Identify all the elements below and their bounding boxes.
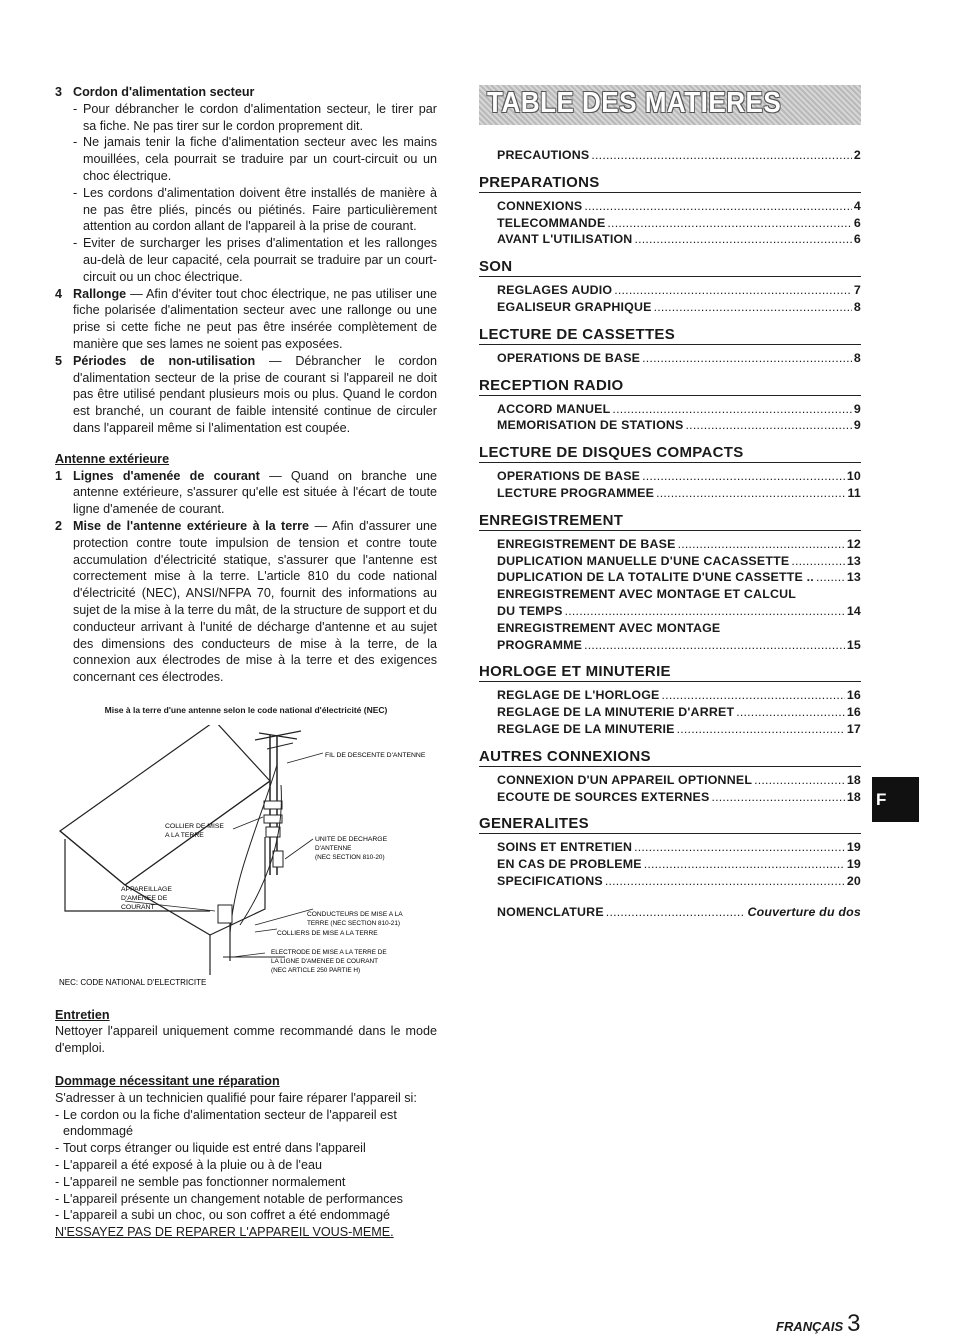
list-item: - Ne jamais tenir la fiche d'alimentation secteur avec les mains mouillées, cela pourrait se traduire par un court-circuit ou un choc électrique. (73, 135, 437, 183)
label-ground-conductors-2: TERRE (NEC SECTION 810-21) (307, 919, 401, 927)
label-ground-clamp: COLLIER DE MISE (165, 822, 224, 830)
toc-row: OPERATIONS DE BASE ..... 8 (497, 350, 861, 367)
item-number: 1 (55, 468, 63, 483)
toc-row: EN CAS DE PROBLEME ..... 19 (497, 856, 861, 873)
label-ground-clamp-2: A LA TERRE (165, 831, 204, 839)
toc-row: REGLAGE DE LA MINUTERIE D'ARRET ..... 16 (497, 704, 861, 721)
toc-row: ENREGISTREMENT AVEC MONTAGE (497, 620, 721, 635)
toc-row: ENREGISTREMENT DE BASE ..... 12 (497, 536, 861, 553)
item-text: — Débrancher le cordon d'alimentation secteur de la prise de courant si l'appareil ne doit pas être utilisé pendant plusieurs mois ou plus. Quand le cordon est branché, un courant de faible intensité continue de circuler dans l'appareil même si l'alimentation est coupée. (73, 353, 437, 435)
toc-row: DU TEMPS ..... 14 (497, 603, 861, 620)
antenne-item-2 (55, 518, 437, 686)
toc-section-heading: PREPARATIONS (479, 174, 861, 193)
toc-section-heading: GENERALITES (479, 815, 861, 834)
footer-language: FRANÇAIS (776, 1319, 844, 1334)
dommage-intro: S'adresser à un technicien qualifié pour faire réparer l'appareil si: (55, 1090, 417, 1105)
toc-sections (479, 174, 861, 890)
figure-caption: Mise à la terre d'une antenne selon le code national d'électricité (NEC) (104, 704, 388, 715)
item-text: — Afin d'assurer une protection contre toute impulsion de tension et contre toute accumulation d'électricité statique, s'assurer que l'antenne est correctement mise à la terre. L'article 810 du code national d'électricité (NEC), ANSI/NFPA 70, fournit des informations au sujet de la mise à la terre du mât, de la structure de support et du conducteur arrivant à l'unité de décharge d'antenne et au sujet des dimensions des conducteurs de mise à la terre, de la connexion aux électrodes de mise à la terre et des exigences concernant ces électrodes. (73, 518, 438, 685)
list-item: - L'appareil ne semble pas fonctionner normalement (55, 1174, 346, 1189)
dommage-heading: Dommage nécessitant une réparation (55, 1074, 280, 1089)
toc-row: CONNEXION D'UN APPAREIL OPTIONNEL ..... 18 (497, 772, 861, 789)
toc-row: CONNEXIONS ..... 4 (497, 198, 861, 215)
toc-section-heading: LECTURE DE DISQUES COMPACTS (479, 444, 861, 463)
item-4 (55, 286, 437, 353)
toc-section-heading: ENREGISTREMENT (479, 512, 861, 531)
list-item: - Eviter de surcharger les prises d'alimentation et les rallonges au-delà de leur capacité, cela pourrait se traduire par un court-circuit ou un choc électrique. (73, 236, 437, 284)
item-number: 2 (55, 518, 63, 533)
label-service-equipment-3: COURANT (121, 903, 155, 911)
item-text: — Quand on branche une antenne extérieure, s'assurer qu'elle est située à l'écart de toute ligne d'amenée de courant. (73, 468, 437, 517)
item-number: 5 (55, 353, 63, 368)
toc-section-heading: HORLOGE ET MINUTERIE (479, 663, 861, 682)
toc-row: ACCORD MANUEL ..... 9 (497, 401, 861, 418)
list-item: - Pour débrancher le cordon d'alimentation secteur, le tirer par sa fiche. Ne pas tirer sur le cordon proprement dit. (73, 101, 437, 133)
label-service-equipment-2: D'AMENEE DE (121, 894, 168, 902)
list-item: - L'appareil présente un changement notable de performances (55, 1191, 403, 1206)
toc-row: OPERATIONS DE BASE ..... 10 (497, 468, 861, 485)
toc-section-heading: AUTRES CONNEXIONS (479, 748, 861, 767)
list-item: - L'appareil a été exposé à la pluie ou à de l'eau (55, 1158, 322, 1173)
roof-shape (60, 725, 270, 885)
item-5 (55, 353, 437, 437)
item-title: Mise de l'antenne extérieure à la terre (73, 518, 310, 533)
toc-section-heading: LECTURE DE CASSETTES (479, 326, 861, 345)
item-title: Rallonge (73, 286, 127, 301)
label-ground-conductors: CONDUCTEURS DE MISE A LA (307, 910, 403, 918)
label-discharge-unit-3: (NEC SECTION 810-20) (315, 853, 385, 861)
nec-note: NEC: CODE NATIONAL D'ELECTRICITE (59, 977, 207, 987)
label-discharge-unit-2: D'ANTENNE (315, 844, 352, 852)
antenna-grounding-diagram (55, 725, 437, 987)
entretien-text: Nettoyer l'appareil uniquement comme recommandé dans le mode d'emploi. (55, 1024, 437, 1056)
item-title: Périodes de non-utilisation (73, 353, 256, 368)
toc-row-precautions: PRECAUTIONS ..... 2 (497, 147, 861, 164)
antenne-item-1 (55, 468, 437, 518)
language-tab (872, 777, 919, 822)
toc-banner (479, 85, 861, 125)
item-title: Cordon d'alimentation secteur (73, 85, 255, 99)
toc-row: EGALISEUR GRAPHIQUE ..... 8 (497, 299, 861, 316)
toc-row: DUPLICATION MANUELLE D'UNE CACASSETTE ..... 13 (497, 553, 861, 570)
label-ground-clamps: COLLIERS DE MISE A LA TERRE (277, 929, 378, 937)
item-title: Lignes d'amenée de courant (73, 468, 260, 483)
toc-row: SOINS ET ENTRETIEN ..... 19 (497, 839, 861, 856)
toc-row: SPECIFICATIONS ..... 20 (497, 873, 861, 890)
label-service-equipment: APPAREILLAGE (121, 885, 172, 893)
language-tab-letter: F (876, 790, 887, 809)
left-column (55, 84, 437, 1241)
toc-row: LECTURE PROGRAMMEE ..... 11 (497, 485, 861, 502)
toc-row: TELECOMMANDE ..... 6 (497, 215, 861, 232)
toc-row: REGLAGE DE LA MINUTERIE ..... 17 (497, 721, 861, 738)
label-discharge-unit: UNITE DE DECHARGE (315, 835, 388, 843)
label-ground-electrode: ELECTRODE DE MISE A LA TERRE DE (271, 948, 387, 956)
toc-section-heading: RECEPTION RADIO (479, 377, 861, 396)
toc-row: ECOUTE DE SOURCES EXTERNES ..... 18 (497, 789, 861, 806)
antenne-heading: Antenne extérieure (55, 451, 170, 466)
item-number: 4 (55, 286, 63, 301)
page-number: 3 (847, 1310, 861, 1337)
toc-row: REGLAGES AUDIO ..... 7 (497, 282, 861, 299)
toc-section-heading: SON (479, 258, 861, 277)
label-ground-electrode-2: LA LIGNE D'AMENEE DE COURANT (271, 957, 379, 965)
warning-text: N'ESSAYEZ PAS DE REPARER L'APPAREIL VOUS-MEME. (55, 1225, 394, 1240)
list-item: - L'appareil a subi un choc, ou son coffret a été endommagé (55, 1208, 391, 1223)
entretien-heading: Entretien (55, 1007, 110, 1022)
discharge-unit (273, 851, 283, 867)
list-item: - Tout corps étranger ou liquide est entré dans l'appareil (55, 1141, 366, 1156)
item-text: — Afin d'éviter tout choc électrique, ne pas utiliser une fiche polarisée d'alimentation secteur avec une rallonge ou une prise si cette fiche ne peut pas être insérée complètement de manière que ses lames ne soient pas exposées. (73, 286, 437, 351)
toc-row: AVANT L'UTILISATION ..... 6 (497, 231, 861, 248)
toc-row: PROGRAMME ..... 15 (497, 637, 861, 654)
toc-title: TABLE DES MATIERES (487, 87, 782, 119)
power-service-box (218, 905, 232, 923)
toc-row-nomenclature: NOMENCLATURE ..... Couverture du dos (497, 904, 861, 921)
toc-row: REGLAGE DE L'HORLOGE ..... 16 (497, 687, 861, 704)
page-footer (776, 1310, 861, 1338)
list-item: - Le cordon ou la fiche d'alimentation secteur de l'appareil est endommagé (55, 1107, 397, 1139)
ground-clamp (264, 801, 282, 809)
item-number: 3 (55, 85, 63, 99)
toc-row: MEMORISATION DE STATIONS ..... 9 (497, 417, 861, 434)
table-of-contents (479, 85, 861, 921)
list-item: - Les cordons d'alimentation doivent être installés de manière à ne pas être pliés, pincés ou piétinés. Faire particulièrement attention au cordon allant de l'appareil à la prise de courant. (73, 185, 437, 234)
toc-row: DUPLICATION DE LA TOTALITE D'UNE CASSETTE .. ..... 13 (497, 569, 861, 586)
label-ground-electrode-3: (NEC ARTICLE 250 PARTIE H) (271, 966, 361, 974)
label-lead-in-wire: FIL DE DESCENTE D'ANTENNE (325, 751, 426, 759)
item-3 (55, 84, 437, 286)
toc-row: ENREGISTREMENT AVEC MONTAGE ET CALCUL (497, 587, 797, 602)
